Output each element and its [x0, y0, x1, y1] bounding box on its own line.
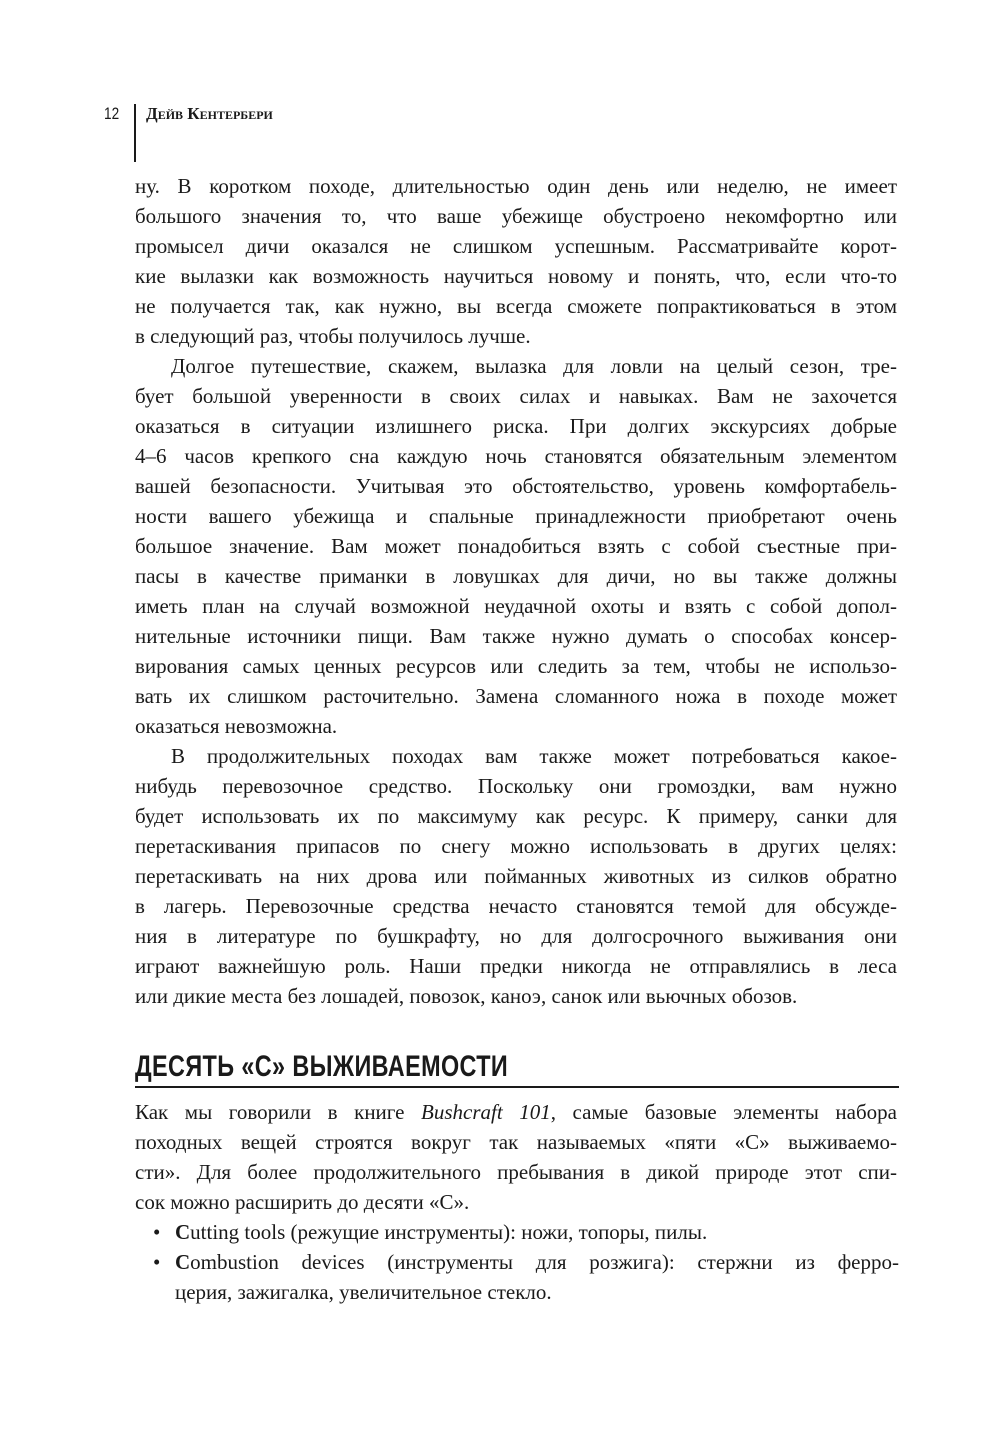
- text-line: В продолжительных походах вам также может потребоваться какое-: [171, 744, 897, 768]
- text-run: походных вещей строятся вокруг так называемых «пяти «С» выживаемо-: [135, 1130, 897, 1154]
- text-run: сти». Для более продолжительного пребывания в дикой природе этот спи-: [135, 1160, 897, 1184]
- text-line: кие вылазки как возможность научиться новому и понять, что, если что-то: [135, 264, 897, 288]
- section-intro: [135, 1097, 897, 1217]
- text-line: [135, 1127, 897, 1157]
- bullet-icon: •: [153, 1250, 161, 1274]
- list-item: [153, 1217, 899, 1247]
- text-line: бует большой уверенности в своих силах и навыках. Вам не захочется: [135, 384, 897, 408]
- text-line: промысел дичи оказался не слишком успешным. Рассматривайте корот-: [135, 234, 897, 258]
- initial-letter: C: [175, 1220, 191, 1244]
- text-line: перетаскивания припасов по снегу можно использовать в других целях:: [135, 834, 897, 858]
- text-line: иметь план на случай возможной неудачной охоты и взять с собой допол-: [135, 594, 897, 618]
- text-line: [175, 1277, 899, 1307]
- running-head: [104, 104, 504, 162]
- text-line: вашей безопасности. Учитывая это обстоятельство, уровень комфортабель-: [135, 474, 897, 498]
- text-line: или дикие места без лошадей, повозок, каноэ, санок или вьючных обозов.: [135, 984, 798, 1008]
- body-text: [135, 171, 897, 1011]
- text-line: в лагерь. Перевозочные средства нечасто становятся темой для обсужде-: [135, 894, 897, 918]
- text-line: не получается так, как нужно, вы всегда сможете попрактиковаться в этом: [135, 294, 897, 318]
- text-run: церия, зажигалка, увеличительное стекло.: [175, 1280, 552, 1304]
- text-line: вать их слишком расточительно. Замена сломанного ножа в походе может: [135, 684, 897, 708]
- text-run: сок можно расширить до десяти «С».: [135, 1190, 470, 1214]
- text-line: нительные источники пищи. Вам также нужно думать о способах консер-: [135, 624, 897, 648]
- text-line: играют важнейшую роль. Наши предки никогда не отправлялись в леса: [135, 954, 897, 978]
- text-line: вирования самых ценных ресурсов или следить за тем, чтобы не использо-: [135, 654, 897, 678]
- text-line: [153, 1217, 899, 1247]
- book-title: Bushcraft 101: [421, 1100, 551, 1124]
- text-line: оказаться невозможна.: [135, 714, 338, 738]
- section-heading: ДЕСЯТЬ «С» ВЫЖИВАЕМОСТИ: [135, 1050, 509, 1083]
- text-line: большое значение. Вам может понадобиться взять с собой съестные при-: [135, 534, 897, 558]
- text-line: оказаться в ситуации излишнего риска. При долгих экскурсиях добрые: [135, 414, 897, 438]
- text-line: ности вашего убежища и спальные принадлежности приобретают очень: [135, 504, 897, 528]
- author-name: Дейв Кентербери: [146, 104, 273, 123]
- initial-letter: C: [175, 1250, 191, 1274]
- text-line: будет использовать их по максимуму как ресурс. К примеру, санки для: [135, 804, 897, 828]
- text-line: ния в литературе по бушкрафту, но для долгосрочного выживания они: [135, 924, 897, 948]
- text-line: [135, 1187, 897, 1217]
- text-line: [135, 1097, 897, 1127]
- bullet-list: [153, 1217, 899, 1307]
- text-line: ну. В коротком походе, длительностью один день или неделю, не имеет: [135, 174, 897, 198]
- text-run: Как мы говорили в книге: [135, 1100, 422, 1124]
- section-rule: [135, 1086, 899, 1088]
- page-number: 12: [104, 104, 120, 123]
- list-item: [153, 1247, 899, 1307]
- text-line: [135, 1157, 897, 1187]
- text-run: utting tools (режущие инструменты): ножи, топоры, пилы.: [190, 1220, 708, 1244]
- text-run: ombustion devices (инструменты для розжига): стержни из ферро-: [190, 1250, 899, 1274]
- text-run: , самые базовые элементы набора: [550, 1100, 897, 1124]
- text-line: [153, 1247, 899, 1277]
- text-line: нибудь перевозочное средство. Поскольку они громоздки, вам нужно: [135, 774, 897, 798]
- text-line: 4–6 часов крепкого сна каждую ночь становятся обязательным элементом: [135, 444, 897, 468]
- bullet-icon: •: [153, 1220, 161, 1244]
- header-divider: [134, 104, 136, 162]
- text-line: пасы в качестве приманки в ловушках для дичи, но вы также должны: [135, 564, 897, 588]
- text-line: в следующий раз, чтобы получилось лучше.: [135, 324, 531, 348]
- text-line: перетаскивать на них дрова или пойманных животных из силков обратно: [135, 864, 897, 888]
- text-line: большого значения то, что ваше убежище обустроено некомфортно или: [135, 204, 897, 228]
- text-line: Долгое путешествие, скажем, вылазка для ловли на целый сезон, тре-: [171, 354, 897, 378]
